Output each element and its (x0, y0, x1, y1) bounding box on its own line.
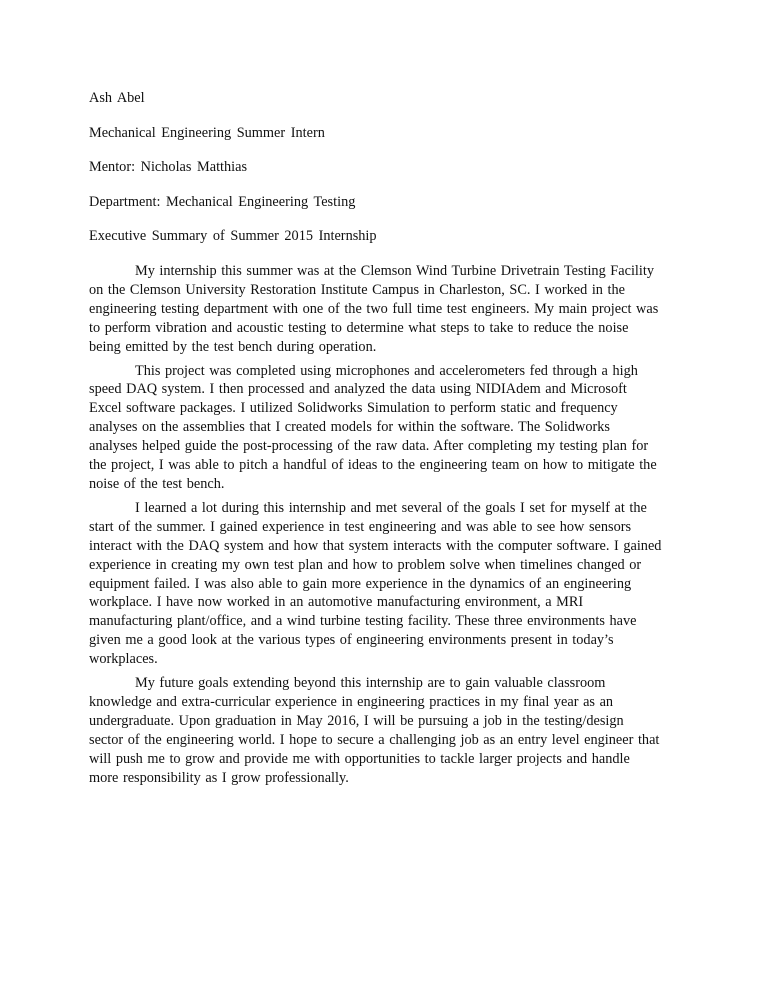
paragraph-line: start of the summer. I gained experience in test engineering and was able to see how sensors (89, 518, 632, 535)
mentor-line: Mentor: Nicholas Matthias (89, 159, 248, 175)
paragraph-line: analyses helped guide the post-processing of the raw data. After completing my testing plan for (89, 438, 649, 455)
paragraph-line: the project, I was able to pitch a handful of ideas to the engineering team on how to mitigate the (89, 457, 657, 474)
paragraph-line: analyses on the assemblies that I created models for within the software. The Solidworks (89, 419, 610, 436)
paragraph-line: manufacturing plant/office, and a wind turbine testing facility. These three environments have (89, 613, 637, 630)
paragraph-line: experience in creating my own test plan and how to problem solve when timelines changed or (89, 556, 642, 573)
summary-title: Executive Summary of Summer 2015 Internship (89, 228, 377, 244)
paragraph-line: on the Clemson University Restoration Institute Campus in Charleston, SC. I worked in the (89, 281, 625, 298)
department-line: Department: Mechanical Engineering Testing (89, 193, 356, 210)
paragraph-line: workplace. I have now worked in an automotive manufacturing environment, a MRI (89, 594, 584, 611)
paragraph-line: noise of the test bench. (89, 475, 225, 492)
paragraph-line: workplaces. (89, 651, 158, 668)
paragraph-line: will push me to grow and provide me with opportunities to tackle larger projects and handle (89, 750, 630, 767)
paragraph-line: speed DAQ system. I then processed and analyzed the data using NIDIAdem and Microsoft (89, 381, 627, 398)
paragraph-internship-location (89, 262, 669, 357)
paragraph-line: given me a good look at the various types of engineering environments present in today’s (89, 632, 614, 649)
paragraph-future-goals (89, 674, 669, 787)
paragraph-project-methods (89, 362, 669, 494)
paragraph-line: more responsibility as I grow professionally. (89, 769, 349, 786)
document-header (89, 90, 689, 263)
paragraph-line: knowledge and extra-curricular experience in engineering practices in my final year as an (89, 693, 614, 710)
position-title: Mechanical Engineering Summer Intern (89, 124, 325, 141)
paragraph-line: My future goals extending beyond this internship are to gain valuable classroom (135, 675, 606, 692)
paragraph-line: sector of the engineering world. I hope to secure a challenging job as an entry level engineer that (89, 731, 660, 748)
paragraph-line: My internship this summer was at the Clemson Wind Turbine Drivetrain Testing Facility (135, 263, 654, 279)
paragraph-line: engineering testing department with one of the two full time test engineers. My main project was (89, 300, 659, 317)
paragraph-lessons-learned (89, 499, 669, 669)
paragraph-line: undergraduate. Upon graduation in May 2016, I will be pursuing a job in the testing/design (89, 712, 624, 729)
paragraph-line: I learned a lot during this internship and met several of the goals I set for myself at the (135, 499, 647, 516)
document-body (89, 262, 669, 792)
paragraph-line: This project was completed using microphones and accelerometers fed through a high (135, 362, 638, 379)
paragraph-line: interact with the DAQ system and how that system interacts with the computer software. I gained (89, 537, 662, 554)
paragraph-line: Excel software packages. I utilized Solidworks Simulation to perform static and frequency (89, 400, 618, 417)
paragraph-line: being emitted by the test bench during operation. (89, 338, 377, 355)
paragraph-line: equipment failed. I was also able to gain more experience in the dynamics of an engineering (89, 575, 632, 592)
author-name: Ash Abel (89, 90, 145, 106)
paragraph-line: to perform vibration and acoustic testing to determine what steps to take to reduce the noise (89, 319, 629, 336)
